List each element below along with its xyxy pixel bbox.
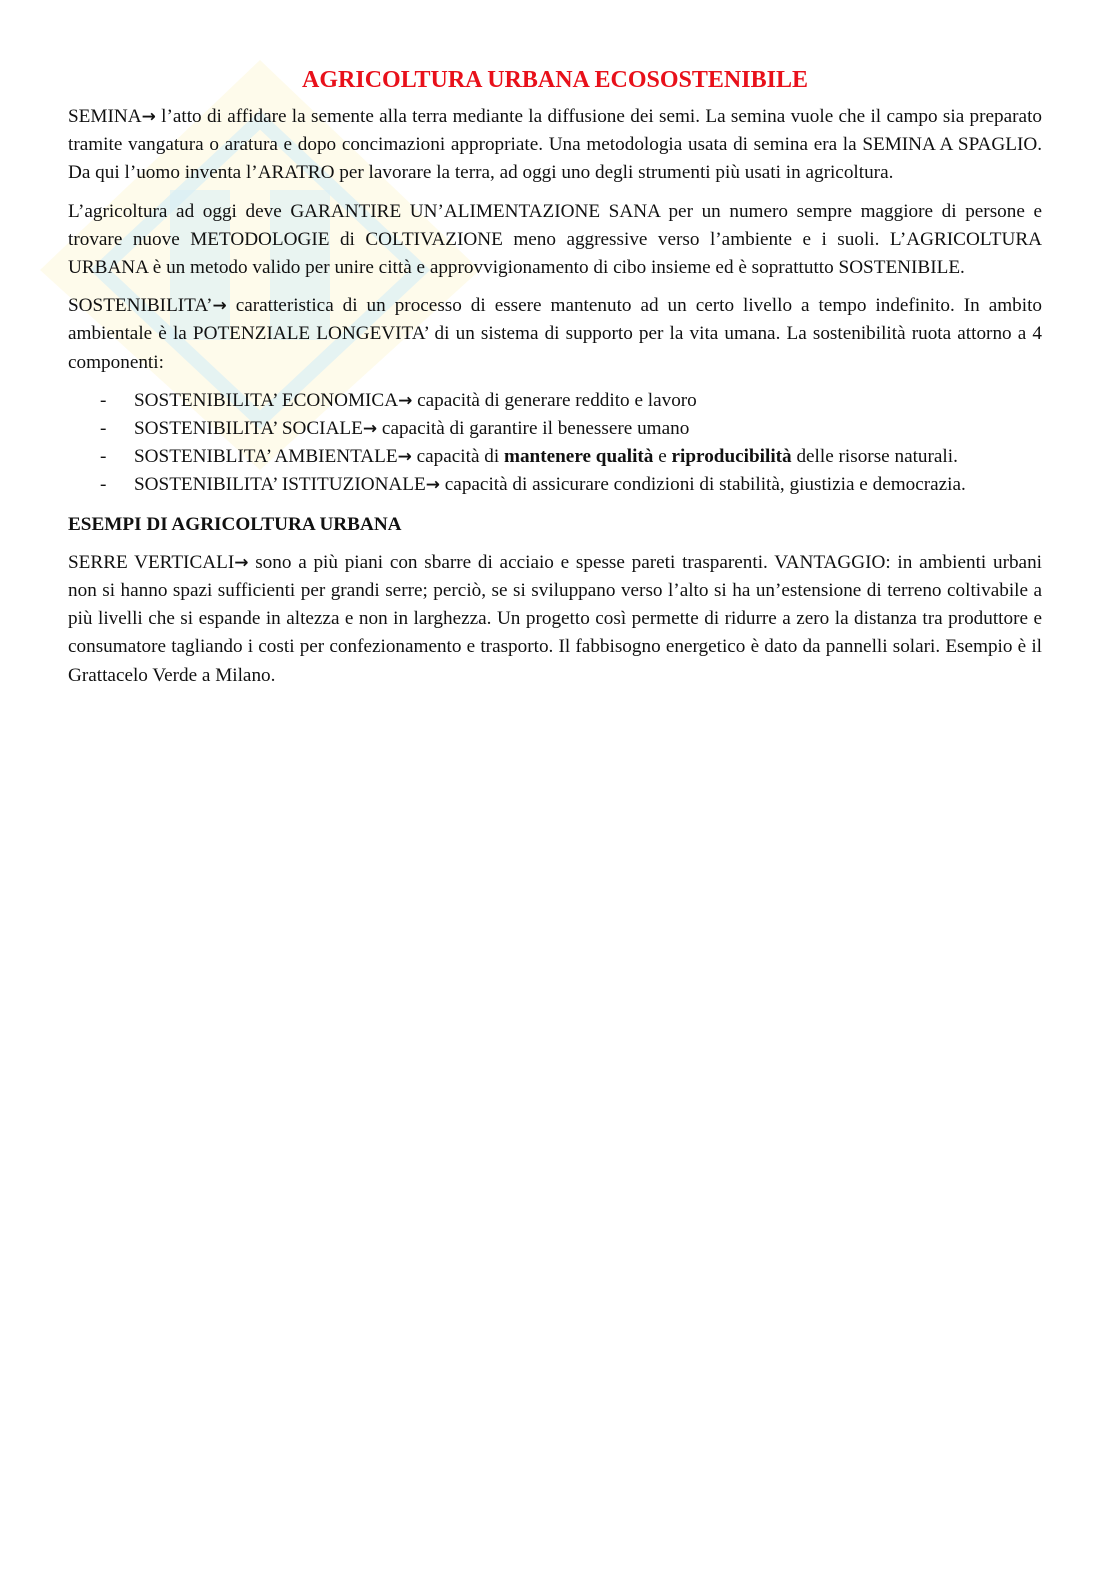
item-term: SOSTENIBILITA’ ISTITUZIONALE — [134, 474, 426, 496]
document-page — [68, 64, 1042, 700]
paragraph-text: l’atto di affidare la semente alla terra mediante la diffusione dei semi. La semina vuole che il campo sia preparato tramite vangatura o aratura e dopo concimazioni appropriate. Una metodologia usata di semina era la SEMINA A SPAGLIO. Da qui l’uomo inventa l’ARATRO per lavorare la terra, ad oggi uno degli strumenti più usati in agricoltura. — [68, 106, 1042, 184]
dash-bullet: - — [100, 446, 107, 468]
dash-bullet: - — [100, 418, 107, 440]
arrow-icon: → — [212, 296, 227, 317]
page-title: AGRICOLTURA URBANA ECOSOSTENIBILE — [302, 67, 808, 93]
paragraph-sostenibilita — [68, 292, 1042, 377]
list-item — [68, 471, 1042, 499]
dash-bullet: - — [100, 389, 107, 411]
list-item — [68, 443, 1042, 471]
components-list — [68, 387, 1042, 500]
item-text: capacità di assicurare condizioni di stabilità, giustizia e democrazia. — [439, 474, 966, 496]
item-text: e — [653, 446, 672, 468]
item-text: delle risorse naturali. — [791, 446, 958, 468]
item-text: capacità di — [411, 446, 504, 468]
bold-text: mantenere qualità — [503, 446, 654, 468]
list-item — [68, 415, 1042, 443]
dash-bullet: - — [100, 474, 107, 496]
section-heading: ESEMPI DI AGRICOLTURA URBANA — [68, 513, 402, 535]
item-text: capacità di generare reddito e lavoro — [412, 389, 697, 411]
term-serre: SERRE VERTICALI — [68, 551, 235, 573]
paragraph-text: sono a più piani con sbarre di acciaio e spesse pareti trasparenti. VANTAGGIO: in ambienti urbani non si hanno spazi sufficienti per grandi serre; perciò, se si sviluppano verso l’alto si ha un’estensione di terreno coltivabile a più livelli che si espande in altezza e non in larghezza. Un progetto così permette di ridurre a zero la distanza tra produttore e consumatore tagliando i costi per confezionamento e trasporto. Il fabbisogno energetico è dato da pannelli solari. Esempio è il Grattacelo Verde a Milano. — [68, 551, 1042, 686]
arrow-icon: → — [362, 419, 378, 440]
item-term: SOSTENIBILITA’ SOCIALE — [134, 418, 363, 440]
term-sostenibilita: SOSTENIBILITA’ — [68, 295, 213, 317]
item-term: SOSTENIBILITA’ ECONOMICA — [134, 389, 399, 411]
paragraph-text: caratteristica di un processo di essere mantenuto ad un certo livello a tempo indefinito. In ambito ambientale è la POTENZIALE LONGEVITA’ di un sistema di supporto per la vita umana. La sostenibilità ruota attorno a 4 componenti: — [68, 295, 1042, 373]
item-term: SOSTENIBLITA’ AMBIENTALE — [134, 446, 398, 468]
arrow-icon: → — [234, 552, 249, 573]
paragraph-serre — [68, 549, 1042, 690]
list-item — [68, 387, 1042, 415]
paragraph-agricoltura: L’agricoltura ad oggi deve GARANTIRE UN’ALIMENTAZIONE SANA per un numero sempre maggiore di persone e trovare nuove METODOLOGIE di COLTIVAZIONE meno aggressive verso l’ambiente e i suoli. L’AGRICOLTURA URBANA è un metodo valido per unire città e approvvigionamento di cibo insieme ed è soprattutto SOSTENIBILE. — [68, 200, 1042, 279]
arrow-icon: → — [141, 107, 156, 127]
arrow-icon: → — [398, 390, 413, 411]
arrow-icon: → — [425, 475, 440, 496]
paragraph-semina — [68, 103, 1042, 188]
arrow-icon: → — [397, 447, 412, 468]
term-semina: SEMINA — [68, 106, 142, 127]
bold-text: riproducibilità — [671, 446, 792, 468]
item-text: capacità di garantire il benessere umano — [377, 418, 690, 440]
